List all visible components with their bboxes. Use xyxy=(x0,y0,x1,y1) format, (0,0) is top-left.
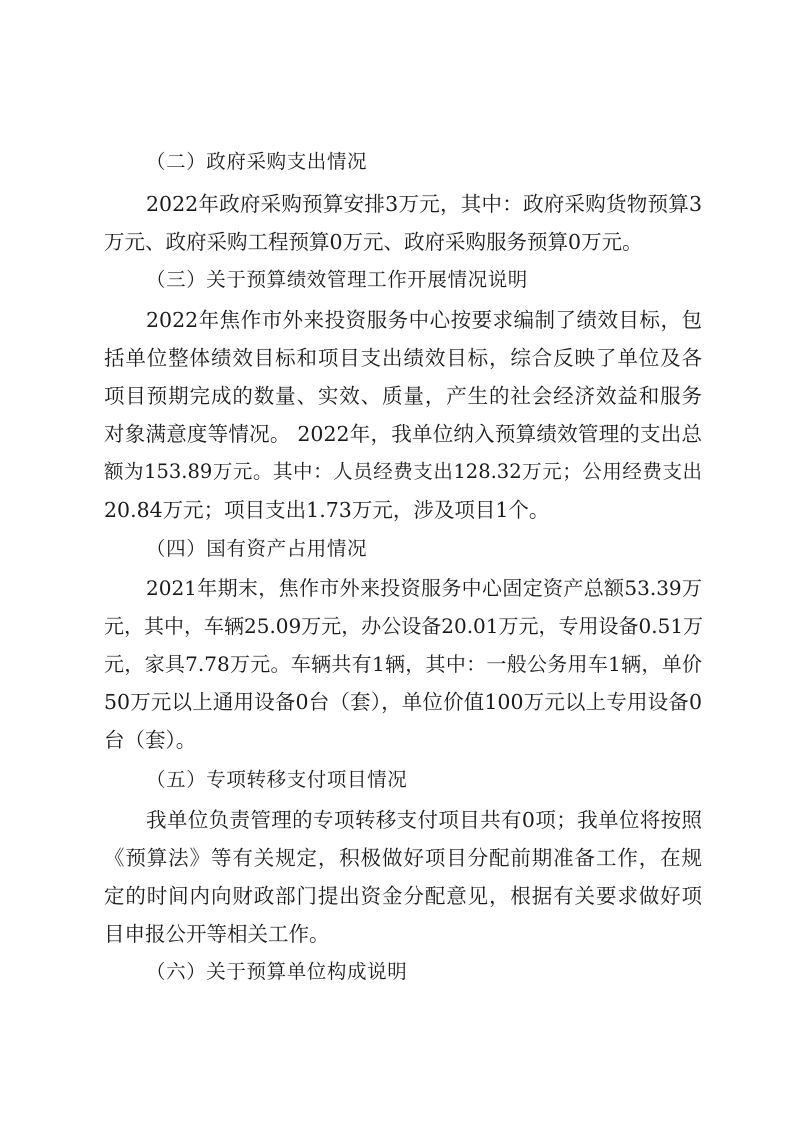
paragraph-line: 20.84万元；项目支出1.73万元，涉及项目1个。 xyxy=(104,498,550,522)
paragraph-line: 50万元以上通用设备0台（套），单位价值100万元以上专用设备0 xyxy=(104,690,702,714)
paragraph-line: 额为153.89万元。其中：人员经费支出128.32万元；公用经费支出 xyxy=(104,460,702,483)
section-heading-government-procurement: （二）政府采购支出情况 xyxy=(146,150,368,173)
paragraph-line: 台（套）。 xyxy=(104,728,197,752)
paragraph-line: 对象满意度等情况。 2022年，我单位纳入预算绩效管理的支出总 xyxy=(104,422,702,446)
paragraph-line: 我单位负责管理的专项转移支付项目共有0项；我单位将按照 xyxy=(146,808,702,832)
paragraph-line: 2021年期末，焦作市外来投资服务中心固定资产总额53.39万 xyxy=(146,576,702,600)
paragraph-line: 项目预期完成的数量、实效、质量，产生的社会经济效益和服务 xyxy=(104,384,702,408)
paragraph-line: 元，家具7.78万元。车辆共有1辆，其中：一般公务用车1辆，单价 xyxy=(104,652,702,676)
section-heading-budget-unit-composition: （六）关于预算单位构成说明 xyxy=(146,960,408,983)
section-heading-performance-management: （三）关于预算绩效管理工作开展情况说明 xyxy=(146,268,528,291)
paragraph-line: 2022年焦作市外来投资服务中心按要求编制了绩效目标，包 xyxy=(146,308,702,332)
paragraph-line: 定的时间内向财政部门提出资金分配意见，根据有关要求做好项 xyxy=(104,884,702,908)
section-heading-state-assets: （四）国有资产占用情况 xyxy=(146,537,368,560)
paragraph-line: 2022年政府采购预算安排3万元，其中：政府采购货物预算3 xyxy=(146,192,702,216)
paragraph-line: 万元、政府采购工程预算0万元、政府采购服务预算0万元。 xyxy=(104,230,643,254)
paragraph-line: 《预算法》等有关规定，积极做好项目分配前期准备工作，在规 xyxy=(104,846,702,870)
section-heading-special-transfer-payments: （五）专项转移支付项目情况 xyxy=(146,768,408,791)
paragraph-line: 括单位整体绩效目标和项目支出绩效目标，综合反映了单位及各 xyxy=(104,346,702,370)
paragraph-line: 元，其中，车辆25.09万元，办公设备20.01万元，专用设备0.51万 xyxy=(104,614,704,638)
paragraph-line: 目申报公开等相关工作。 xyxy=(104,922,330,946)
